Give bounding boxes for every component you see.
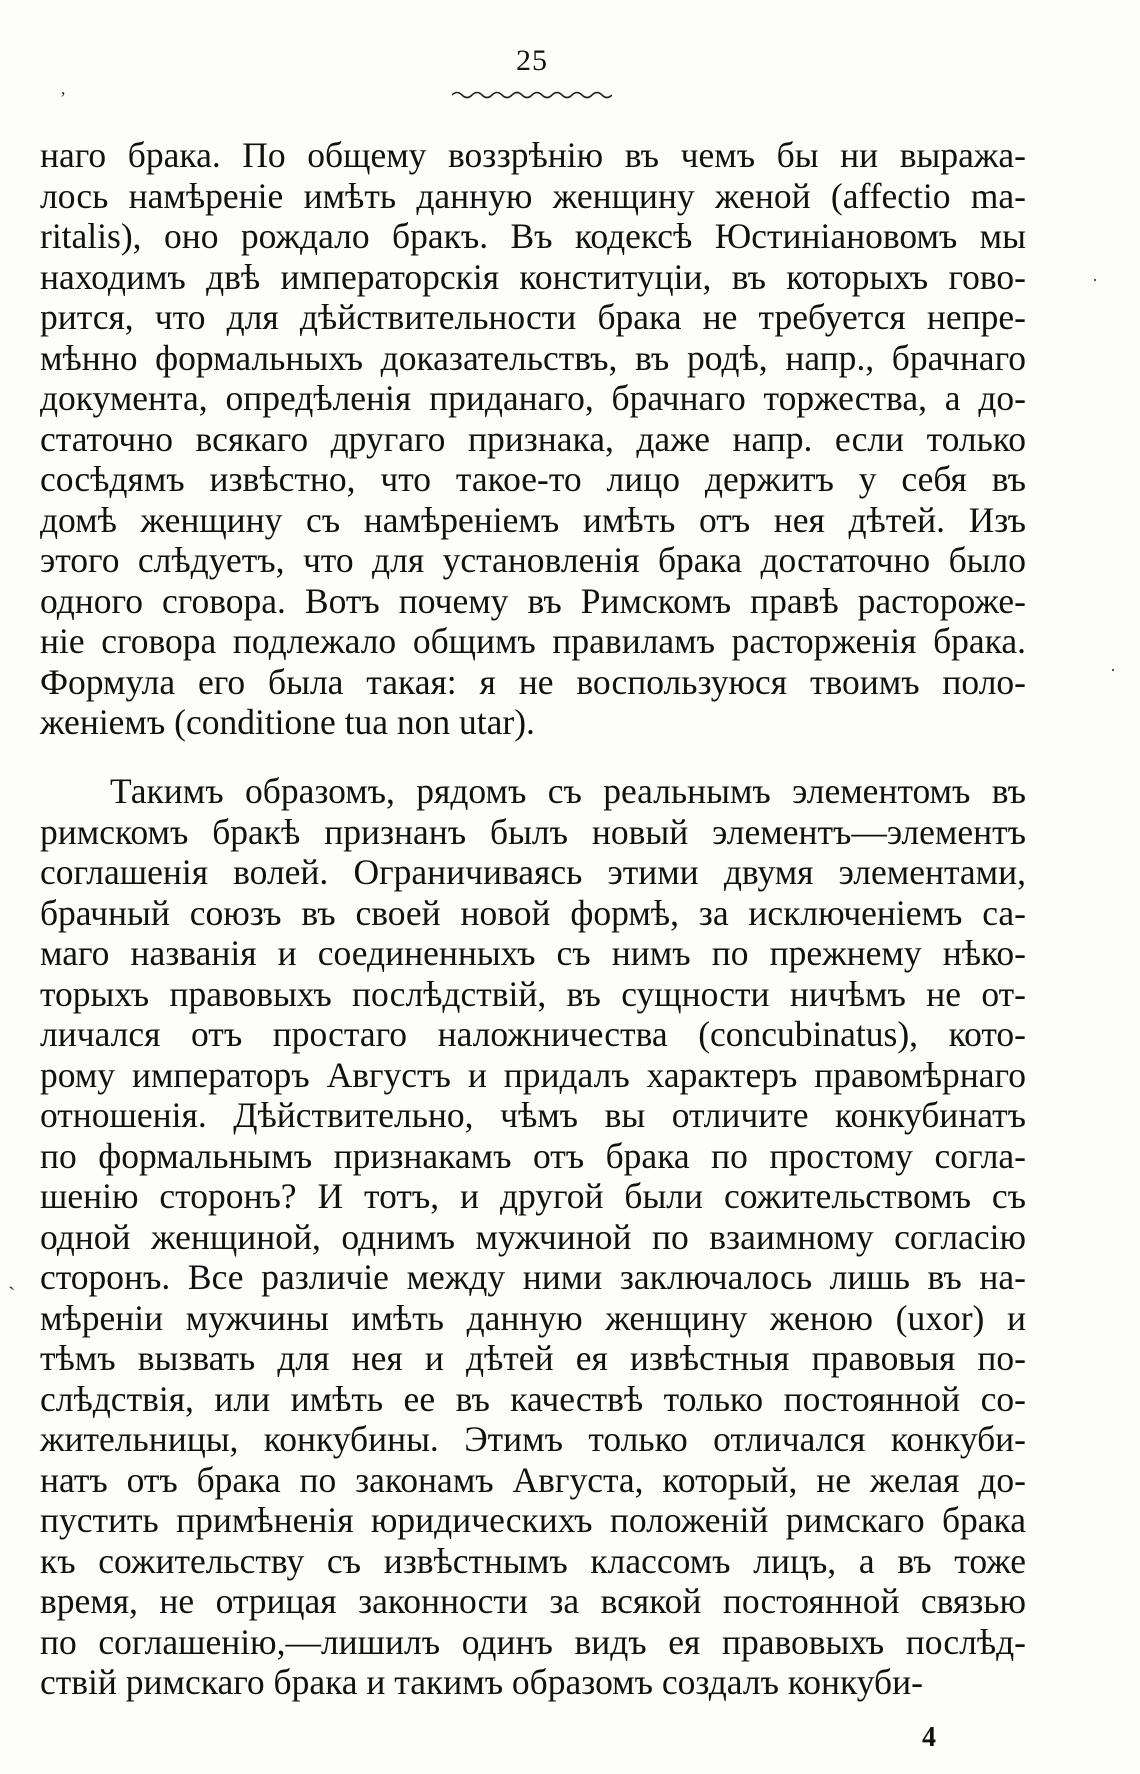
text-line: ствій римскаго брака и такимъ образомъ создалъ конкуби- <box>40 1662 923 1702</box>
text-line: женіемъ (conditione tua non utar). <box>40 702 535 742</box>
text-line: находимъ двѣ императорскія конституціи, въ которыхъ гово- <box>40 256 1026 297</box>
text-line: Формула его была такая: я не воспользуюся твоимъ поло- <box>40 661 1026 702</box>
text-line: торыхъ правовыхъ послѣдствій, въ сущности ничѣмъ не от- <box>40 973 1026 1014</box>
text-line: рому императоръ Августъ и придалъ характеръ правомѣрнаго <box>40 1054 1026 1095</box>
text-line: одного сговора. Вотъ почему въ Римскомъ правѣ растороже- <box>40 580 1026 621</box>
paragraph-1 <box>40 135 1026 743</box>
page-number: 25 <box>516 44 548 77</box>
text-line: сторонъ. Все различіе между ними заключалось лишь въ на- <box>40 1257 1026 1297</box>
text-line: шенію сторонъ? И тотъ, и другой были сожительствомъ съ <box>40 1176 1026 1216</box>
text-line: статочно всякаго другаго признака, даже напр. если только <box>40 418 1026 459</box>
text-line: римскомъ бракѣ признанъ былъ новый элементъ—элементъ <box>40 811 1026 852</box>
text-line: ніе сговора подлежало общимъ правиламъ расторженія брака. <box>40 621 1026 661</box>
scan-speck: · <box>1092 270 1098 290</box>
text-line: мѣреніи мужчины имѣть данную женщину женою (uxor) и <box>40 1297 1026 1338</box>
header-ornament <box>452 90 612 100</box>
scan-speck: ’ <box>60 88 66 108</box>
text-line: слѣдствія, или имѣть ее въ качествѣ только постоянной со- <box>40 1378 1026 1419</box>
text-line: лось намѣреніе имѣть данную женщину женой (affectio ma- <box>40 175 1026 216</box>
text-line: ritalis), оно рождало бракъ. Въ кодексѣ Юстиніановомъ мы <box>40 216 1026 256</box>
text-line: личался отъ простаго наложничества (concubinatus), кото- <box>40 1014 1026 1054</box>
text-line: къ сожительству съ извѣстнымъ классомъ лицъ, а въ тоже <box>40 1540 1026 1581</box>
text-line: маго названія и соединенныхъ съ нимъ по прежнему нѣко- <box>40 933 1026 973</box>
scan-speck: · <box>1110 660 1116 680</box>
text-line: время, не отрицая законности за всякой постоянной связью <box>40 1581 1026 1621</box>
signature-mark: 4 <box>922 1722 936 1753</box>
text-line: сосѣдямъ извѣстно, что такое-то лицо держитъ у себя въ <box>40 459 1026 499</box>
text-line: тѣмъ вызвать для нея и дѣтей ея извѣстныя правовыя по- <box>40 1338 1026 1378</box>
text-line: жительницы, конкубины. Этимъ только отличался конкуби- <box>40 1419 1026 1459</box>
text-line: брачный союзъ въ своей новой формѣ, за исключеніемъ са- <box>40 892 1026 933</box>
text-line: по формальнымъ признакамъ отъ брака по простому согла- <box>40 1135 1026 1176</box>
text-line: домѣ женщину съ намѣреніемъ имѣть отъ нея дѣтей. Изъ <box>40 499 1026 540</box>
text-line: пустить примѣненія юридическихъ положеній римскаго брака <box>40 1500 1026 1540</box>
paragraph-2 <box>40 771 1026 1703</box>
text-line: рится, что для дѣйствительности брака не требуется непре- <box>40 297 1026 337</box>
text-line: мѣнно формальныхъ доказательствъ, въ родѣ, напр., брачнаго <box>40 337 1026 378</box>
text-line: соглашенія волей. Ограничиваясь этими двумя элементами, <box>40 852 1026 892</box>
text-line: наго брака. По общему воззрѣнію въ чемъ бы ни выража- <box>40 135 1026 175</box>
text-line: по соглашенію,—лишилъ одинъ видъ ея правовыхъ послѣд- <box>40 1621 1026 1662</box>
scan-speck: ` <box>8 1282 16 1307</box>
text-line: натъ отъ брака по законамъ Августа, который, не желая до- <box>40 1459 1026 1500</box>
text-line: Такимъ образомъ, рядомъ съ реальнымъ элементомъ въ <box>110 771 1026 811</box>
text-line: отношенія. Дѣйствительно, чѣмъ вы отличите конкубинатъ <box>40 1095 1026 1135</box>
text-line: одной женщиной, однимъ мужчиной по взаимному согласію <box>40 1216 1026 1257</box>
text-line: документа, опредѣленія приданаго, брачнаго торжества, а до- <box>40 378 1026 418</box>
text-line: этого слѣдуетъ, что для установленія брака достаточно было <box>40 540 1026 580</box>
